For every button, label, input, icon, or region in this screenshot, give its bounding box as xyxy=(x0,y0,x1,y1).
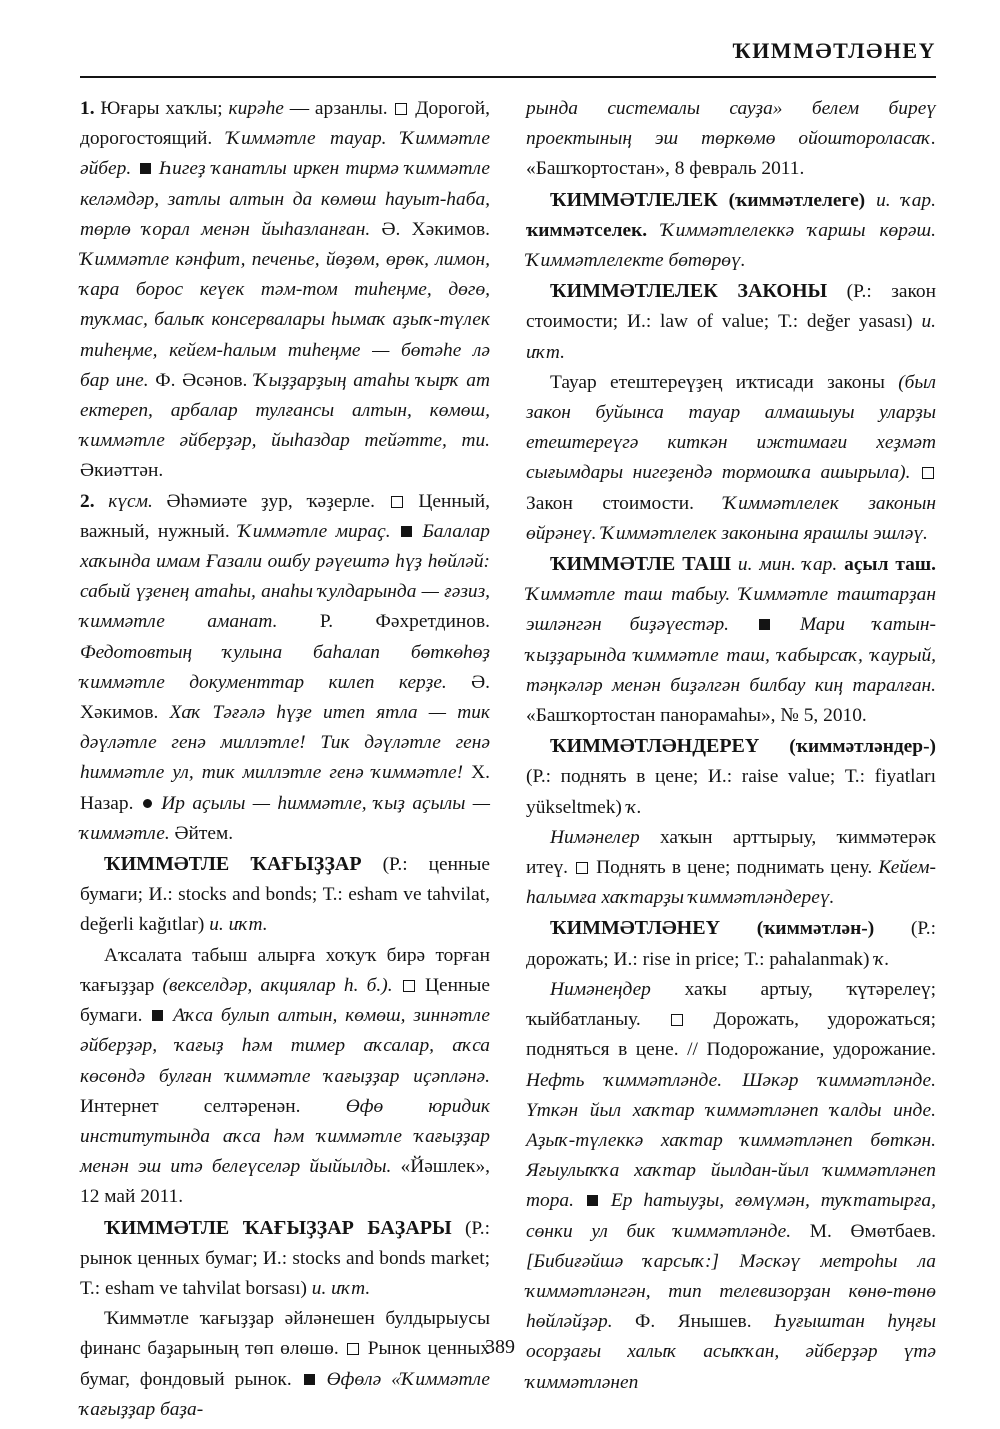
dictionary-paragraph xyxy=(526,549,936,731)
italic-text: Ҡиммәтле тауар. Ҡиммәтле әйбер. xyxy=(80,128,490,180)
page-number: 389 xyxy=(485,1336,515,1358)
example-square-icon xyxy=(401,526,412,537)
text-run: «Башҡортостан панорамаһы», № 5, 2010. xyxy=(526,705,867,727)
italic-text: и. иҡт. xyxy=(209,914,268,936)
italic-text: и. иҡт. xyxy=(526,311,936,363)
text-run: — арзанлы. xyxy=(283,98,394,119)
translation-box-icon xyxy=(922,467,934,479)
italic-text: Кейем-һалымға хаҡтарҙы ҡиммәтләндереү. xyxy=(526,857,936,909)
italic-text: и. иҡт. xyxy=(311,1277,371,1299)
italic-text: Федотовтың ҡулына баһалап бөткөһөҙ ҡиммәтле документтар килеп керҙе. xyxy=(80,641,490,693)
text-run xyxy=(165,1005,173,1026)
italic-text: Нимәнелер xyxy=(550,826,640,848)
text-run: (Р.: ценные бумаги; И.: stocks and bonds; Т.: esham ve tahvilat, değerli kağıtlar) xyxy=(80,854,490,936)
headword: ҠИММӘТЛЕ ҠАҒЫҘҘАР xyxy=(104,853,362,876)
text-run xyxy=(393,975,401,996)
dictionary-paragraph xyxy=(526,913,936,974)
text-run: «Йәшлек», 12 май 2011. xyxy=(80,1156,490,1208)
text-run: (Р.: рынок ценных бумаг; И.: stocks and bonds market; Т.: esham ve tahvilat borsası) xyxy=(80,1217,491,1299)
dictionary-paragraph xyxy=(526,823,936,914)
text-run: Ценный, важный, нужный. xyxy=(80,490,490,542)
dictionary-paragraph xyxy=(80,94,490,487)
text-run xyxy=(574,1190,585,1211)
text-run: Поднять в цене; поднимать цену. xyxy=(590,857,879,879)
italic-text: Ҡыҙҙарҙың атаһы ҡырҡ ат ектереп, арбалар тулғансы алтын, көмөш, ҡиммәтле әйберҙәр, йыһаздар тейәтте, ти. xyxy=(80,369,491,452)
text-run: Ценные бумаги. xyxy=(80,974,490,1027)
bold-text: (ҡиммәтлелеге) xyxy=(728,189,866,211)
text-run: Әйтем. xyxy=(169,822,234,844)
headword: ҠИММӘТЛӘНЕҮ xyxy=(550,917,721,940)
bold-text: ҡиммәтселек. xyxy=(526,219,648,241)
italic-text: ҡ. xyxy=(626,796,642,818)
italic-text: (был закон буйынса тауар алмашыуы уларҙы етештереүгә киткән ижтимағи хеҙмәт сығымдары нигеҙендә тормошҡа ашырыла). xyxy=(526,371,936,484)
bold-text: (ҡиммәтләндер-) xyxy=(789,736,936,758)
dictionary-paragraph xyxy=(80,941,490,1213)
text-run: Интернет селтәренән. xyxy=(80,1095,346,1117)
header-rule xyxy=(80,76,936,78)
text-run xyxy=(391,521,399,542)
italic-text: Ир аҫылы — һиммәтле, ҡыҙ аҫылы — ҡиммәтле. xyxy=(80,792,490,844)
translation-box-icon xyxy=(403,980,415,992)
text-run xyxy=(647,220,661,241)
text-run: Әһәмиәте ҙур, ҡәҙерле. xyxy=(152,490,389,512)
italic-text: Өфөлә «Ҡиммәтле ҡағыҙҙар баҙа- xyxy=(80,1368,491,1420)
italic-text: Ҡиммәтле мираҫ. xyxy=(238,520,391,542)
running-head: ҠИММӘТЛӘНЕҮ xyxy=(732,38,936,63)
italic-text: Ҡиммәтле кәнфит, печенье, йөҙөм, өрөк, лимон, ҡара борос кеүек тәм-том тиһеңме, дөгө, туҡмас, балыҡ консервалары һымаҡ аҙыҡ-түлек тиһеңме, кейем-һалым тиһеңме — бөтәһе лә бар ине. xyxy=(80,249,490,391)
italic-text: ҡ. xyxy=(874,948,890,970)
text-run xyxy=(131,158,137,179)
text-run xyxy=(600,1190,611,1211)
italic-text: Ҡиммәтлелек законын өйрәнеү. Ҡиммәтлелек законына ярашлы эшләү. xyxy=(526,492,936,544)
text-run xyxy=(718,190,729,211)
text-run: Х. Назар. xyxy=(80,762,490,814)
italic-text: [Бибиғәйшә ҡарсыҡ:] Мәскәү метроһы ла ҡиммәтләнгән, тип телевизорҙан көнө-төнө һөйләйҙәр. xyxy=(526,1250,936,1333)
text-run xyxy=(910,462,920,483)
bold-text: (ҡиммәтлән-) xyxy=(756,918,875,940)
italic-text: Нефть ҡиммәтләнде. Шәкәр ҡиммәтләнде. Үткән йыл хаҡтар ҡиммәтләнеп ҡалды инде. Аҙыҡ-түлеккә хаҡтар ҡиммәтләнеп бөткән. Яғыулыҡҡа хаҡтар йылдан-йыл ҡиммәтләнеп тора. xyxy=(526,1069,936,1212)
headword: ҠИММӘТЛӘНДЕРЕҮ xyxy=(550,735,760,758)
text-run: Әкиәттән. xyxy=(80,460,164,482)
italic-text: Балалар хаҡында имам Ғазали ошбу рәүештә һүҙ һөйләй: сабый үҙенең атаһы, анаһы ҡулдарында — ғәзиз, ҡиммәтле аманат. xyxy=(80,520,490,633)
italic-text: кирәһе xyxy=(228,98,284,119)
text-run: (Р.: поднять в цене; И.: raise value; Т.: fiyatları yükseltmek) xyxy=(526,766,936,818)
text-run xyxy=(317,1369,327,1390)
italic-text: күсм. xyxy=(108,490,153,512)
bold-text: 1. xyxy=(80,98,101,119)
dictionary-paragraph xyxy=(526,185,936,277)
italic-text: и. мин. ҡар. xyxy=(737,554,838,576)
dictionary-paragraph xyxy=(526,276,936,368)
italic-text: (векселдәр, акциялар һ. б.). xyxy=(162,974,393,996)
text-run: хаҡы артыу, ҡүтәрелеү; ҡыйбатланыу. xyxy=(526,978,936,1031)
dictionary-paragraph xyxy=(526,94,936,185)
text-run: Ф. Янышев. xyxy=(612,1311,775,1333)
text-run: Ә. Хәкимов. xyxy=(80,671,490,724)
headword: ҠИММӘТЛЕЛЕК xyxy=(550,188,718,211)
dictionary-paragraph xyxy=(526,731,936,823)
proverb-dot-icon xyxy=(143,799,152,808)
translation-box-icon xyxy=(671,1014,683,1026)
dictionary-paragraph xyxy=(80,849,490,941)
text-run: Юғары хаҡлы; xyxy=(100,98,229,119)
italic-text: и. ҡар. xyxy=(876,189,936,211)
text-run xyxy=(759,736,789,757)
italic-text: Ҡиммәтле таш табыу. Ҡиммәтле таштарҙан эшләнгән биҙәүестәр. xyxy=(526,584,936,636)
italic-text: Мари ҡатын-ҡыҙҙарында ҡиммәтле таш, ҡабырсаҡ, ҡаурый, тәңкәләр менән биҙәлгән билбау киң таралған. xyxy=(526,614,936,696)
right-column xyxy=(526,94,936,1398)
dictionary-paragraph xyxy=(80,1304,490,1425)
text-run: Ҡиммәтле ҡағыҙҙар әйләнешен булдырыусы финанс баҙарының төп өлөшө. xyxy=(80,1308,490,1360)
italic-text: Һуғыштан һуңғы осорҙағы халыҡ асыҡҡан, әйберҙәр үтә ҡиммәтләнеп xyxy=(526,1311,936,1393)
text-run: Рынок ценных бумаг, фондовый рынок. xyxy=(80,1338,490,1390)
headword: ҠИММӘТЛЕЛЕК ЗАКОНЫ xyxy=(550,280,828,303)
dictionary-paragraph xyxy=(80,487,490,849)
text-run: Дорожать, удорожаться; подняться в цене. // Подорожание, удорожание. xyxy=(526,1009,936,1061)
text-run: Р. Фәхретдинов. xyxy=(277,611,490,633)
italic-text: Нимәнеңдер xyxy=(550,978,651,1000)
left-column xyxy=(80,94,490,1425)
text-run xyxy=(865,190,876,211)
text-run xyxy=(729,614,757,635)
example-square-icon xyxy=(759,619,770,630)
text-run: Тауар етештереүҙең иҡтисади законы xyxy=(550,371,899,393)
example-square-icon xyxy=(587,1195,598,1206)
example-square-icon xyxy=(152,1010,163,1021)
italic-text: Ҡиммәтлелеккә ҡаршы көрәш. Ҡиммәтлелекте бөтөрөү. xyxy=(526,219,936,272)
italic-text: Хаҡ Тәғәлә һүҙе итеп ятла — тик дәүләтле генә миллэтле! Тик дәүләтле генә һиммәтле ул, тик миллэтле генә ҡиммәтле! xyxy=(80,702,490,784)
text-run: (Р.: дорожать; И.: rise in price; Т.: pahalanmak) xyxy=(526,918,936,970)
italic-text: Аҡса булып алтын, көмөш, зиннәтле әйберҙәр, ҡағыҙ һәм тимер аҡсалар, аҡса көсөндә булған ҡиммәтле ҡағыҙҙар иҫәпләнә. xyxy=(80,1005,490,1087)
text-run: М. Өмөтбаев. xyxy=(791,1220,937,1242)
headword: ҠИММӘТЛЕ ТАШ xyxy=(550,553,732,576)
text-run: хаҡын арттырыу, ҡиммәтерәк итеү. xyxy=(526,826,936,879)
text-run: (Р.: закон стоимости; И.: law of value; Т.: değer yasası) xyxy=(526,281,936,333)
dictionary-paragraph xyxy=(526,975,936,1398)
example-square-icon xyxy=(304,1374,315,1385)
text-run xyxy=(731,554,738,575)
text-run: Дорогой, дорогостоящий. xyxy=(80,98,491,150)
dictionary-paragraph xyxy=(526,368,936,549)
italic-text: рында системалы сауҙа» белем биреү проектының эш төркөмө ойоштороласаҡ. xyxy=(526,98,936,150)
bold-text: 2. xyxy=(80,490,109,512)
italic-text: Ер һатыуҙы, ғөмүмән, туҡтатырға, сөнки ул бик ҡиммәтләнде. xyxy=(526,1190,936,1242)
text-run: Аҡсалата табыш алырға хоҡуҡ бирә торған ҡағыҙҙар xyxy=(80,944,490,996)
text-run: Ә. Хәкимов. xyxy=(370,218,490,240)
italic-text: Өфө юридик институтында аҡса һәм ҡиммәтле ҡағыҙҙар менән эш итә белеүселәр йыйылды. xyxy=(80,1095,490,1178)
example-square-icon xyxy=(140,163,151,174)
text-run: «Башҡортостан», 8 февраль 2011. xyxy=(526,158,805,180)
text-run xyxy=(720,918,757,939)
italic-text: Һигеҙ ҡанатлы иркен тирмә ҡиммәтле келәмдәр, затлы алтын да көмөш һауыт-һаба, төрлө ҡорал менән йыһазланған. xyxy=(80,158,490,240)
dictionary-paragraph xyxy=(80,1213,490,1305)
headword: ҠИММӘТЛЕ ҠАҒЫҘҘАР БАҘАРЫ xyxy=(104,1216,452,1239)
bold-text: аҫыл таш. xyxy=(844,554,936,576)
text-run: Ф. Әсәнов. xyxy=(148,369,255,391)
translation-box-icon xyxy=(576,862,588,874)
text-run xyxy=(772,614,800,635)
text-run: Закон стоимости. xyxy=(526,492,724,514)
translation-box-icon xyxy=(391,496,403,508)
translation-box-icon xyxy=(395,103,407,115)
